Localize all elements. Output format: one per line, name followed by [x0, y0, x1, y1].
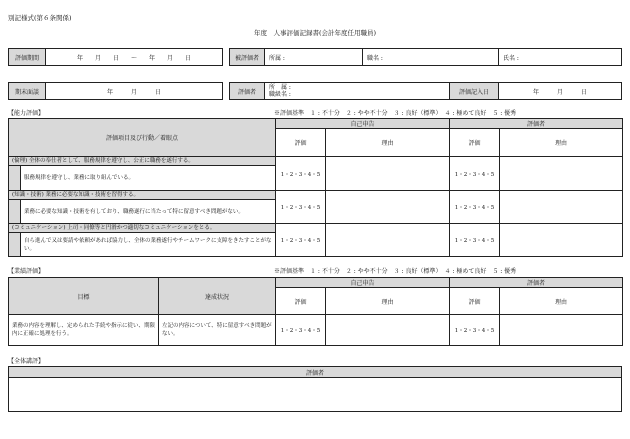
overall-comment-field[interactable] — [8, 377, 622, 412]
performance-criteria: ※評価基準 １ : 不十分 ２ : やや不十分 ３ : 良好（標準） ４ : 極めて良好 ５ : 優秀 — [274, 268, 517, 275]
performance-section-title: 【業績評価】 — [8, 268, 45, 275]
performance-evaluator-header: 評価者 — [450, 278, 623, 288]
ability-communication-eval-reason[interactable] — [500, 224, 623, 257]
record-date-label: 評価記入日 — [449, 82, 499, 100]
ability-self-reason-header: 理由 — [326, 129, 450, 157]
ability-communication-self-reason[interactable] — [326, 224, 450, 257]
period-label: 評価期間 — [8, 48, 46, 66]
ability-communication-eval-score[interactable]: 1・2・3・4・5 — [450, 224, 500, 257]
ability-table — [8, 118, 623, 257]
performance-eval-score-header: 評価 — [450, 288, 500, 315]
performance-table — [8, 277, 623, 346]
evaluator-label: 評価者 — [229, 82, 265, 100]
ability-ethics-eval-score[interactable]: 1・2・3・4・5 — [450, 157, 500, 191]
evaluatee-job-field[interactable]: 職名 : — [362, 48, 499, 66]
performance-self-score[interactable]: 1・2・3・4・5 — [276, 315, 326, 346]
overall-section-title: 【全体講評】 — [8, 358, 45, 365]
performance-eval-reason-header: 理由 — [500, 288, 623, 315]
ability-knowledge-eval-score[interactable]: 1・2・3・4・5 — [450, 191, 500, 224]
performance-goal-header: 目標 — [9, 278, 159, 315]
ability-evaluator-header: 評価者 — [450, 119, 623, 129]
performance-eval-reason[interactable] — [500, 315, 623, 346]
record-date-field[interactable]: 年 月 日 — [498, 82, 622, 100]
ability-communication-self-score[interactable]: 1・2・3・4・5 — [276, 224, 326, 257]
period-field[interactable]: 年 月 日 ～ 年 月 日 — [45, 48, 223, 66]
ability-items-header: 評価項目及び行動／着眼点 — [9, 119, 276, 157]
performance-self-score-header: 評価 — [276, 288, 326, 315]
form-reference: 別記様式(第６条関係) — [8, 14, 72, 22]
performance-self-reason-header: 理由 — [326, 288, 450, 315]
ability-communication-detail: 自ら進んで又は要請や依頼があれば協力し、全体の業務遂行やチームワークに支障をきたすことがない。 — [21, 233, 276, 257]
interview-date-field[interactable]: 年 月 日 — [45, 82, 223, 100]
evaluatee-name-field[interactable]: 氏名 : — [498, 48, 622, 66]
ability-ethics-self-reason[interactable] — [326, 157, 450, 191]
ability-eval-reason-header: 理由 — [500, 129, 623, 157]
ability-knowledge-detail: 業務に必要な知識・技術を有しており、職務遂行に当たって特に留意すべき問題がない。 — [21, 200, 276, 224]
evaluator-info-field[interactable]: 所 属 : 職級名 : — [264, 82, 450, 100]
performance-goal-text: 業務の内容を理解し、定められた手続や指示に従い、期限内に正確に処理を行う。 — [9, 315, 159, 346]
performance-self-reason[interactable] — [326, 315, 450, 346]
performance-self-header: 自己申告 — [276, 278, 450, 288]
ability-knowledge-eval-reason[interactable] — [500, 191, 623, 224]
ability-self-score-header: 評価 — [276, 129, 326, 157]
overall-evaluator-header: 評価者 — [8, 366, 622, 378]
ability-knowledge-self-reason[interactable] — [326, 191, 450, 224]
ability-ethics-eval-reason[interactable] — [500, 157, 623, 191]
evaluatee-label: 被評価者 — [229, 48, 265, 66]
ability-knowledge-self-score[interactable]: 1・2・3・4・5 — [276, 191, 326, 224]
ability-knowledge-head: (知識・技術) 業務に必要な知識・技術を習得する。 — [9, 191, 276, 200]
interview-label: 期末面談 — [8, 82, 46, 100]
performance-eval-score[interactable]: 1・2・3・4・5 — [450, 315, 500, 346]
ability-ethics-self-score[interactable]: 1・2・3・4・5 — [276, 157, 326, 191]
performance-status-header: 達成状況 — [159, 278, 276, 315]
ability-criteria: ※評価基準 １ : 不十分 ２ : やや不十分 ３ : 良好（標準） ４ : 極めて良好 ５ : 優秀 — [274, 110, 517, 117]
page-title: 年度 人事評価記録書(会計年度任用職員) — [253, 29, 377, 37]
ability-section-title: 【能力評価】 — [8, 110, 45, 117]
ability-eval-score-header: 評価 — [450, 129, 500, 157]
performance-status-text: 左記の内容について、特に留意すべき問題がない。 — [159, 315, 276, 346]
evaluatee-affiliation-field[interactable]: 所属 : — [264, 48, 363, 66]
ability-self-header: 自己申告 — [276, 119, 450, 129]
ability-ethics-detail: 服務規律を遵守し、業務に取り組んでいる。 — [21, 166, 276, 191]
ability-ethics-head: (倫理) 全体の奉仕者として、服務規律を遵守し、公正に職務を遂行する。 — [9, 157, 276, 166]
ability-communication-head: (コミュニケーション) 上司・同僚等と円滑かつ適切なコミュニケーションをとる。 — [9, 224, 276, 233]
